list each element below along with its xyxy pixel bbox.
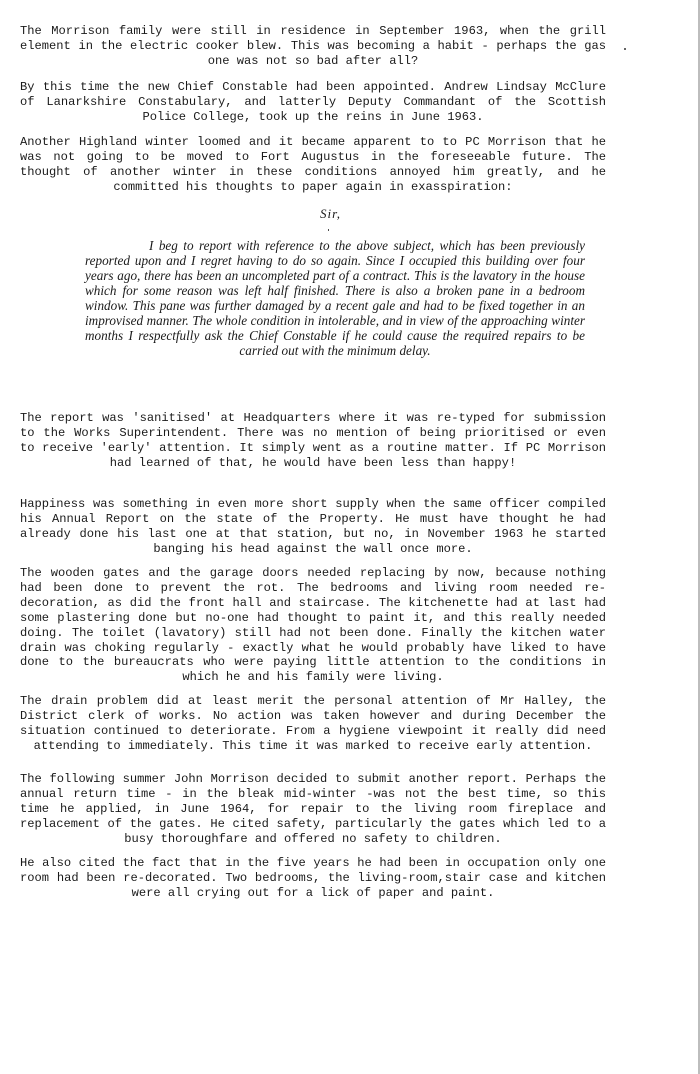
paragraph-repairs-needed: The wooden gates and the garage doors needed replacing by now, because nothing had been done to prevent the rot. The bedrooms and living room needed re-decoration, as did the front hall and staircase. The kitchenette had at last had some plastering done but no-one had thought to paint it, and this really needed doing. The toilet (lavatory) still had not been done. Finally the kitchen water drain was choking regularly - exactly what he would probably have liked to have done to the bureaucrats who were paying little attention to the conditions in which he and his family were living.: [20, 566, 606, 685]
paragraph-chief-constable: By this time the new Chief Constable had been appointed. Andrew Lindsay McClure of Lanarkshire Constabulary, and latterly Deputy Commandant of the Scottish Police College, took up the reins in June 1963.: [20, 80, 606, 124]
letter-body: I beg to report with reference to the above subject, which has been previously reported upon and I regret having to do so again. Since I occupied this building over four years ago, there has been an uncompleted part of a contract. This is the lavatory in the house which for some reason was left half finished. There is also a broken pane in a bedroom window. This pane was further damaged by a recent gale and had to be fixed together in an improvised manner. The whole condition in intolerable, and in view of the approaching winter months I respectfully ask the Chief Constable if he could cause the required repairs to be carried out with the minimum delay.: [85, 238, 585, 358]
paragraph-cooker-grill: The Morrison family were still in residence in September 1963, when the grill element in the electric cooker blew. This was becoming a habit - perhaps the gas one was not so bad after all?: [20, 24, 606, 68]
paragraph-drain-problem: The drain problem did at least merit the personal attention of Mr Halley, the District clerk of works. No action was taken however and during December the situation continued to deteriorate. From a hygiene viewpoint it really did need attending to immediately. This time it was marked to receive early attention.: [20, 694, 606, 753]
scan-speck: [624, 48, 626, 50]
scan-speck: [328, 229, 329, 231]
paragraph-annual-report: Happiness was something in even more short supply when the same officer compiled his Annual Report on the state of the Property. He must have thought he had already done his last one at that station, but no, in November 1963 he started banging his head against the wall once more.: [20, 497, 606, 556]
letter-salutation: Sir,: [320, 206, 341, 221]
paragraph-redecoration: He also cited the fact that in the five years he had been in occupation only one room had been re-decorated. Two bedrooms, the living-room,stair case and kitchen were all crying out for a lick of paper and paint.: [20, 856, 606, 900]
paragraph-report-sanitised: The report was 'sanitised' at Headquarters where it was re-typed for submission to the Works Superintendent. There was no mention of being prioritised or even to receive 'early' attention. It simply went as a routine matter. If PC Morrison had learned of that, he would have been less than happy!: [20, 411, 606, 470]
paragraph-highland-winter: Another Highland winter loomed and it became apparent to to PC Morrison that he was not going to be moved to Fort Augustus in the foreseeable future. The thought of another winter in these conditions annoyed him greatly, and he committed his thoughts to paper again in exasspiration:: [20, 135, 606, 194]
paragraph-summer-report: The following summer John Morrison decided to submit another report. Perhaps the annual return time - in the bleak mid-winter -was not the best time, so this time he applied, in June 1964, for repair to the living room fireplace and replacement of the gates. He cited safety, particularly the gates which led to a busy thoroughfare and offered no safety to children.: [20, 772, 606, 846]
